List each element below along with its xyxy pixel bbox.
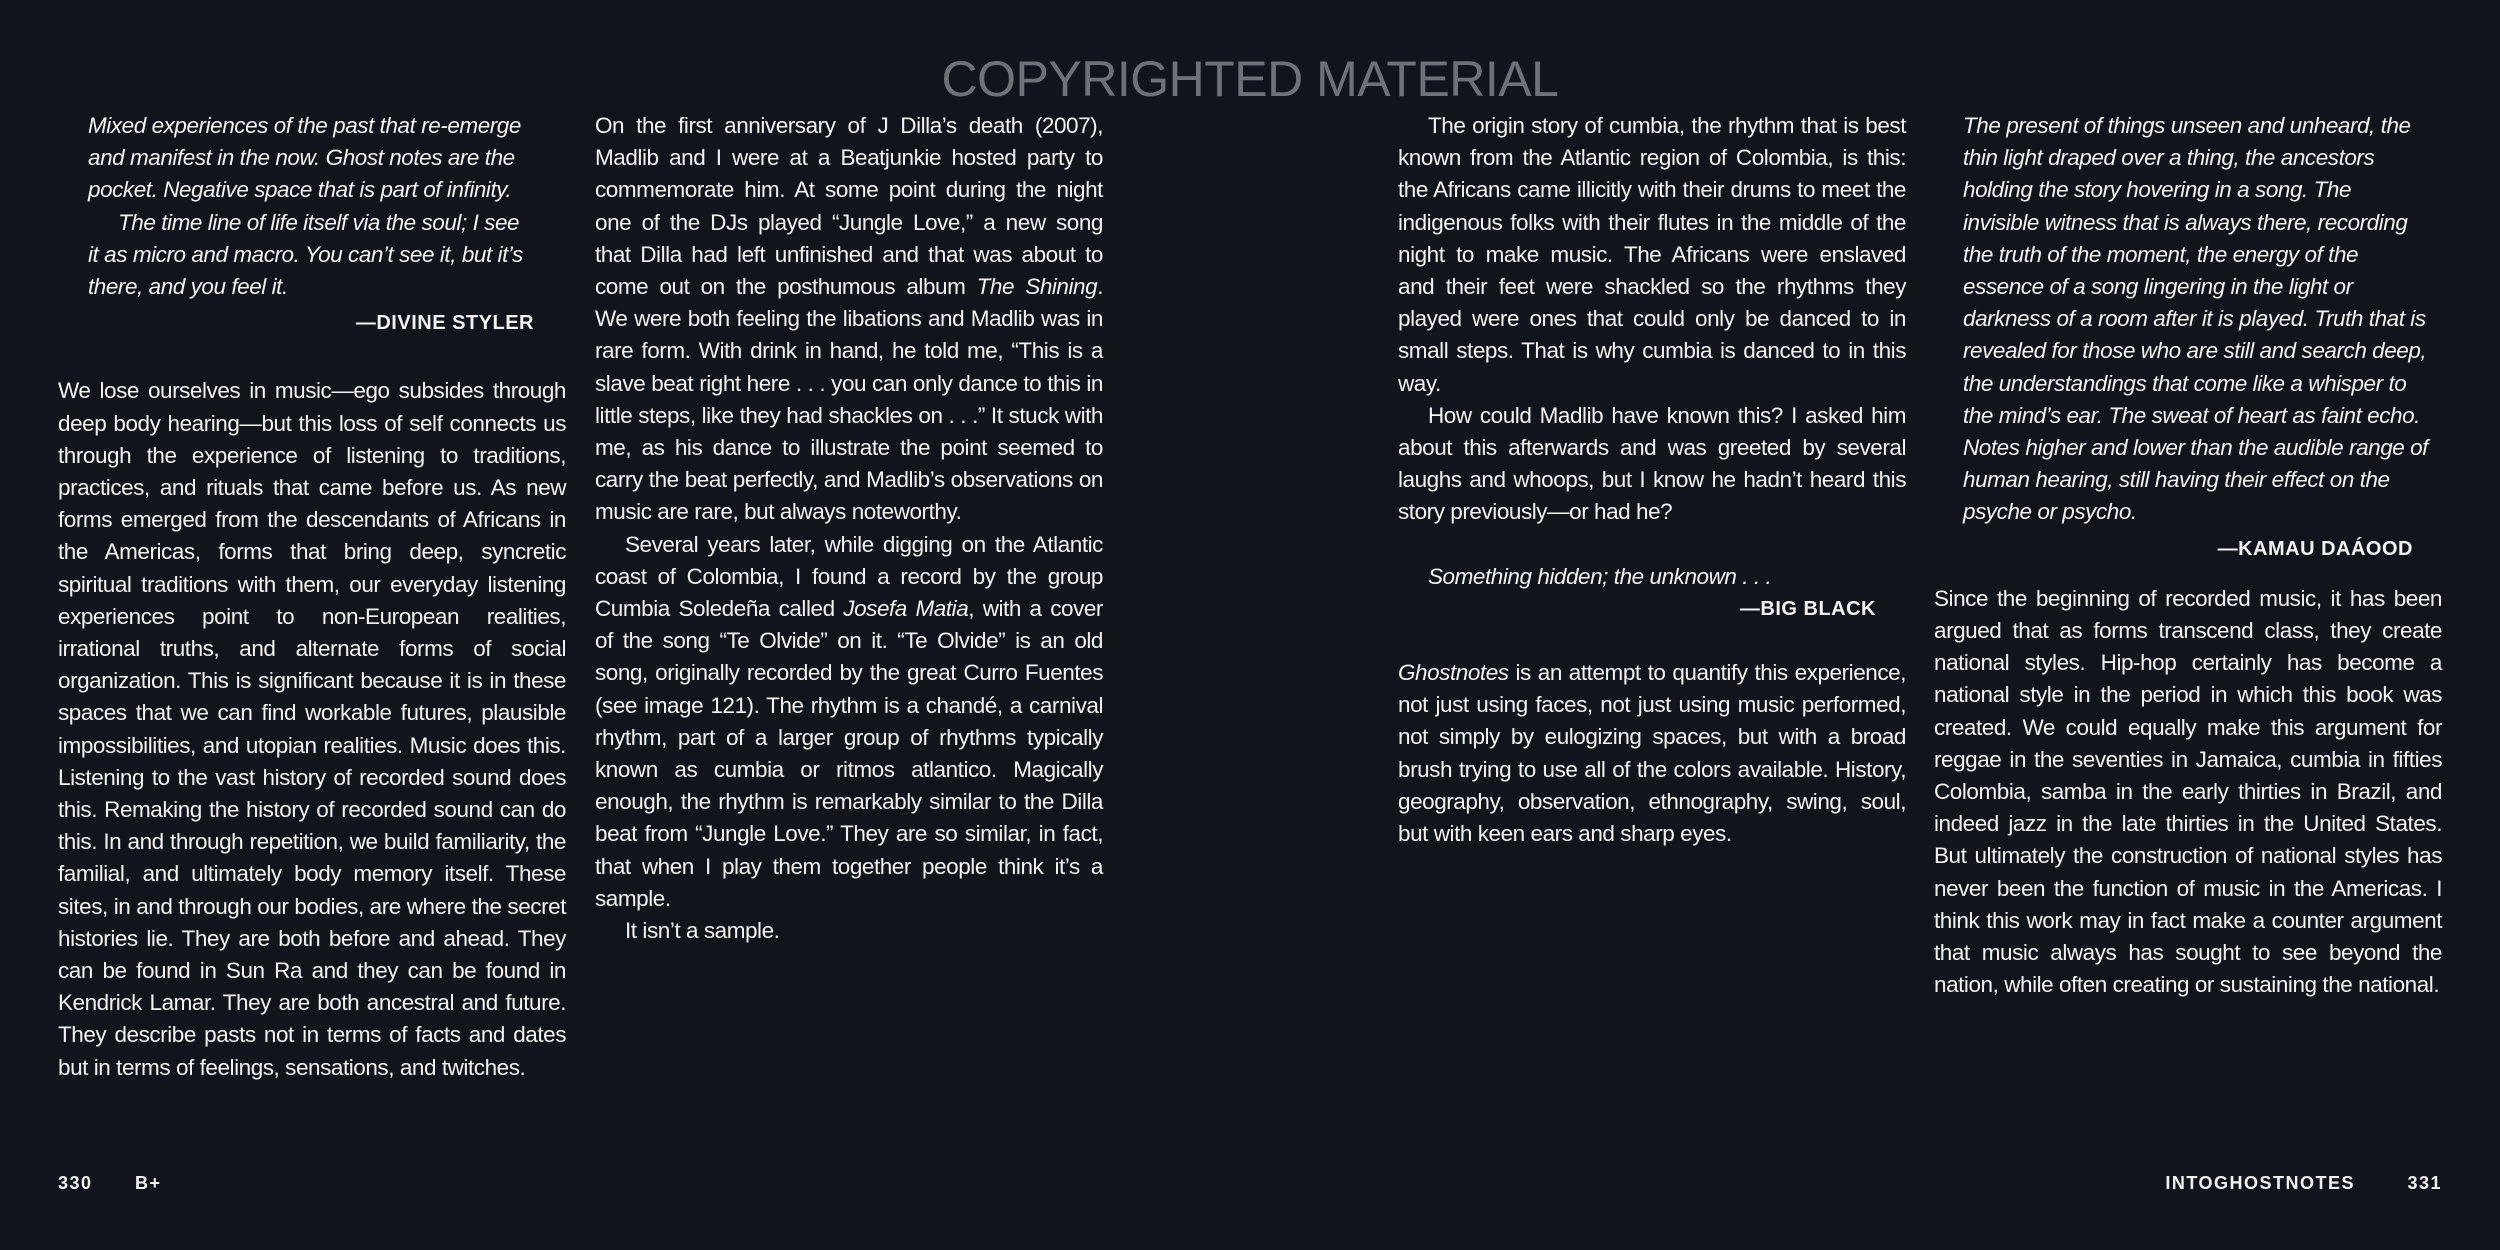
epigraph-kamau-daaood — [1934, 110, 2442, 565]
italic-text: The Shining — [976, 274, 1098, 300]
body-text — [1934, 583, 2442, 1002]
quote-attribution: —BIG BLACK — [1739, 597, 1876, 620]
paragraph — [595, 529, 1103, 915]
quote-attribution: —DIVINE STYLER — [355, 312, 534, 335]
paragraph — [88, 207, 534, 304]
body-text — [1398, 110, 1906, 529]
text-run: The time line of life itself via the soul; I see it as micro and macro. You can’t see it, but it’s there, and you feel it. — [88, 209, 523, 300]
paragraph — [1398, 657, 1906, 850]
paragraph — [1398, 400, 1906, 529]
quote-attribution: —KAMAU DAÁOOD — [2217, 537, 2413, 560]
body-text — [595, 110, 1103, 947]
text-run: Mixed experiences of the past that re-emerge and manifest in the now. Ghost notes are the pocket. Negative space that is part of infinity. — [88, 113, 521, 203]
page-number-left: 330 — [58, 1173, 93, 1193]
text-run: Several years later, while digging on the Atlantic coast of Colombia, I found a record by the group Cumbia Soledeña called — [595, 531, 1103, 622]
text-run: Since the beginning of recorded music, it has been argued that as forms transcend class, they create national styles. Hip-hop certainly has become a national style in the period in which this book was created. We could equally make this argument for reggae in the seventies in Jamaica, cumbia in fifties Colombia, samba in the early thirties in Brazil, and indeed jazz in the late thirties in the United States. But ultimately the construction of national styles has never been the function of music in the Americas. I think this work may in fact make a counter argument that music always has sought to see beyond the nation, while often creating or sustaining the national. — [1934, 585, 2442, 998]
paragraph — [1934, 583, 2442, 1002]
copyright-watermark: COPYRIGHTED MATERIAL — [941, 51, 1559, 107]
body-text — [1398, 657, 1906, 850]
text-run: On the first anniversary of J Dilla’s death (2007), Madlib and I were at a Beatjunkie hosted party to commemorate him. At some point during the night one of the DJs played “Jungle Love,” a new song that Dilla had left unfinished and that was about to come out on the posthumous album — [595, 113, 1103, 300]
paragraph — [1963, 110, 2430, 529]
epigraph-divine-styler — [58, 110, 566, 339]
text-run: We lose ourselves in music—ego subsides through deep body hearing—but this loss of self connects us through the experience of listening to traditions, practices, and rituals that came before us. As new forms emerged from the descendants of Africans in the Americas, forms that bring deep, syncretic spiritual traditions with them, our everyday listening experiences point to non-European realities, irrational truths, and alternate forms of social organization. This is significant because it is in these spaces that we can find workable futures, plausible impossibilities, and utopian realities. Music does this. Listening to the vast history of recorded sound does this. Remaking the history of recorded sound can do this. In and through repetition, we build familiarity, the familial, and ultimately body memory itself. These sites, in and through our bodies, are where the secret histories lie. They are both before and ahead. They can be found in Sun Ra and they can be found in Kendrick Lamar. They are both ancestral and future. They describe pasts not in terms of facts and dates but in terms of feelings, sensations, and twitches. — [58, 378, 566, 1080]
column-1 — [58, 110, 566, 1084]
paragraph — [595, 915, 1103, 947]
column-2 — [595, 110, 1103, 947]
body-text — [58, 375, 566, 1083]
text-run: The present of things unseen and unheard, the thin light draped over a thing, the ancestors holding the story hovering in a song. The invisible witness that is always there, recording the truth of the moment, the energy of the essence of a song lingering in the light or darkness of a room after it is played. Truth that is revealed for those who are still and search deep, the understandings that come like a whisper to the mind’s ear. The sweat of heart as faint echo. Notes higher and lower than the audible range of human hearing, still having their effect on the psyche or psycho. — [1963, 113, 2428, 525]
italic-text: Josefa Matia — [843, 596, 969, 622]
paragraph — [58, 375, 566, 1083]
text-run: Something hidden; the unknown . . . — [1428, 563, 1772, 589]
running-head-left: B+ — [135, 1173, 162, 1193]
text-run: It isn’t a sample. — [625, 918, 780, 944]
text-run: The origin story of cumbia, the rhythm that is best known from the Atlantic region of Colombia, is this: the Africans came illicitly with their drums to meet the indigenous folks with their flutes in the middle of the night to make music. The Africans were enslaved and their feet were shackled so the rhythms they played were ones that could only be danced to in small steps. That is why cumbia is danced to in this way. — [1398, 113, 1906, 396]
italic-text: Ghostnotes — [1398, 660, 1509, 686]
paragraph — [595, 110, 1103, 529]
text-run: How could Madlib have known this? I asked him about this afterwards and was greeted by several laughs and whoops, but I know he hadn’t heard this story previously—or had he? — [1398, 402, 1906, 525]
paragraph — [1428, 561, 1876, 593]
text-run: , with a cover of the song “Te Olvide” on it. “Te Olvide” is an old song, originally recorded by the great Curro Fuentes (see image 121). The rhythm is a chandé, a carnival rhythm, part of a larger group of rhythms typically known as cumbia or ritmos atlantico. Magically enough, the rhythm is remarkably similar to the Dilla beat from “Jungle Love.” They are so similar, in fact, that when I play them together people think it’s a sample. — [595, 596, 1103, 911]
page-number-right: 331 — [2407, 1173, 2442, 1193]
text-run: is an attempt to quantify this experience, not just using faces, not just using music performed, not simply by eulogizing spaces, but with a broad brush trying to use all of the colors available. History, geography, observation, ethnography, swing, soul, but with keen ears and sharp eyes. — [1398, 660, 1906, 847]
epigraph-big-black — [1398, 561, 1906, 625]
text-run: . We were both feeling the libations and Madlib was in rare form. With drink in hand, he told me, “This is a slave beat right here . . . you can only dance to this in little steps, like they had shackles on . . .” It stuck with me, as his dance to illustrate the point seemed to carry the beat perfectly, and Madlib’s observations on music are rare, but always noteworthy. — [595, 274, 1103, 525]
paragraph — [88, 110, 534, 207]
running-head-right: INTOGHOSTNOTES — [2165, 1173, 2355, 1193]
column-3 — [1398, 110, 1906, 850]
paragraph — [1398, 110, 1906, 400]
column-4 — [1934, 110, 2442, 1001]
